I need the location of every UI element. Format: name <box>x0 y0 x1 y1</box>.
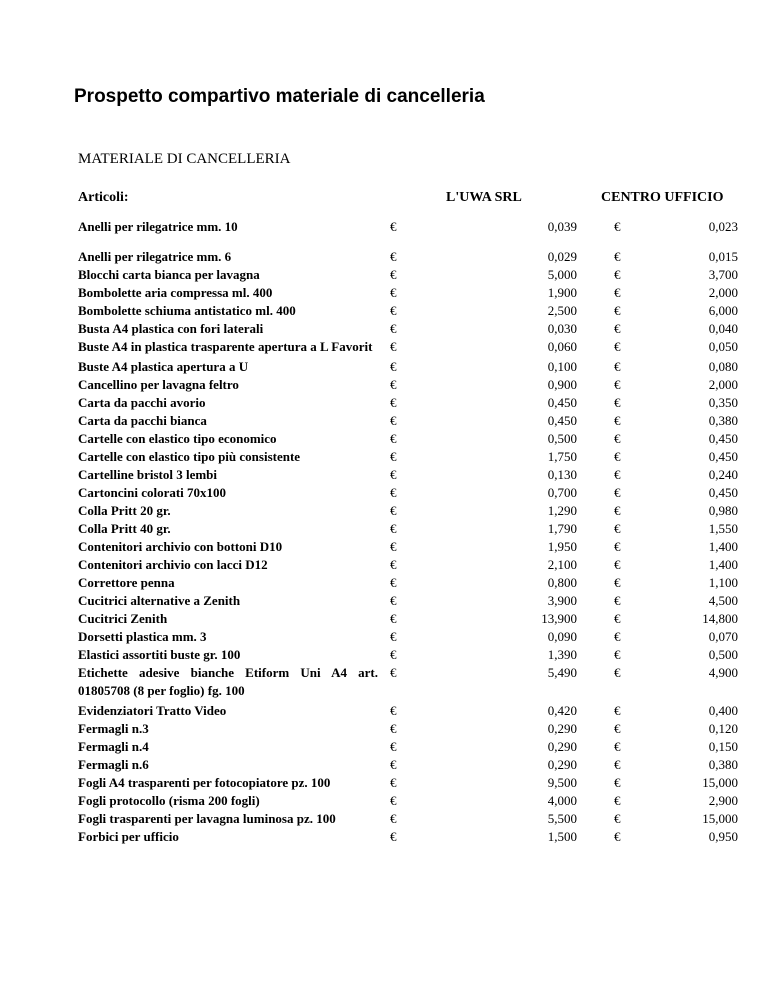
price-uwa: 0,130 <box>547 467 577 482</box>
currency-symbol-centro: € <box>614 413 621 428</box>
currency-symbol-uwa: € <box>390 431 397 446</box>
price-centro: 0,450 <box>708 431 738 446</box>
item-name: Cartelle con elastico tipo più consistente <box>78 449 301 464</box>
currency-symbol-uwa: € <box>390 539 397 554</box>
currency-symbol-centro: € <box>614 219 621 234</box>
table-row <box>78 664 738 700</box>
currency-symbol-centro: € <box>614 611 621 626</box>
price-uwa: 0,060 <box>547 339 577 354</box>
price-uwa: 4,000 <box>547 793 577 808</box>
currency-symbol-uwa: € <box>390 285 397 300</box>
currency-symbol-centro: € <box>614 503 621 518</box>
price-uwa: 0,700 <box>547 485 577 500</box>
item-name: Anelli per rilegatrice mm. 6 <box>78 249 232 264</box>
table-row <box>78 592 738 610</box>
price-centro: 15,000 <box>702 811 738 826</box>
currency-symbol-centro: € <box>614 395 621 410</box>
item-name: Buste A4 in plastica trasparente apertura a L Favorit <box>78 339 373 354</box>
price-uwa: 0,039 <box>547 219 577 234</box>
item-name: Forbici per ufficio <box>78 829 179 844</box>
price-centro: 2,000 <box>708 285 738 300</box>
currency-symbol-centro: € <box>614 321 621 336</box>
currency-symbol-centro: € <box>614 521 621 536</box>
table-row <box>78 520 738 538</box>
table-row <box>78 792 738 810</box>
price-centro: 0,380 <box>708 413 738 428</box>
currency-symbol-centro: € <box>614 575 621 590</box>
currency-symbol-centro: € <box>614 721 621 736</box>
table-row <box>78 338 738 356</box>
table-row <box>78 774 738 792</box>
price-centro: 0,950 <box>708 829 738 844</box>
currency-symbol-uwa: € <box>390 267 397 282</box>
table-row <box>78 248 738 266</box>
table-row <box>78 394 738 412</box>
item-name: Fermagli n.3 <box>78 721 149 736</box>
price-centro: 2,900 <box>708 793 738 808</box>
currency-symbol-uwa: € <box>390 219 397 234</box>
price-uwa: 0,100 <box>547 359 577 374</box>
price-uwa: 0,500 <box>547 431 577 446</box>
item-name: Cucitrici Zenith <box>78 611 168 626</box>
currency-symbol-uwa: € <box>390 575 397 590</box>
price-uwa: 0,030 <box>547 321 577 336</box>
currency-symbol-centro: € <box>614 703 621 718</box>
price-uwa: 1,290 <box>547 503 577 518</box>
currency-symbol-uwa: € <box>390 593 397 608</box>
table-row <box>78 358 738 376</box>
currency-symbol-uwa: € <box>390 721 397 736</box>
item-name: Buste A4 plastica apertura a U <box>78 359 249 374</box>
price-centro: 0,350 <box>708 395 738 410</box>
price-table <box>78 218 738 846</box>
price-centro: 6,000 <box>708 303 738 318</box>
currency-symbol-centro: € <box>614 339 621 354</box>
item-name: Fermagli n.4 <box>78 739 149 754</box>
item-name: Anelli per rilegatrice mm. 10 <box>78 219 238 234</box>
currency-symbol-centro: € <box>614 593 621 608</box>
price-centro: 0,080 <box>708 359 738 374</box>
price-uwa: 1,390 <box>547 647 577 662</box>
price-uwa: 3,900 <box>547 593 577 608</box>
price-centro: 1,100 <box>708 575 738 590</box>
price-uwa: 0,450 <box>547 413 577 428</box>
currency-symbol-centro: € <box>614 629 621 644</box>
item-name: Contenitori archivio con lacci D12 <box>78 557 268 572</box>
table-row <box>78 448 738 466</box>
item-name: Busta A4 plastica con fori laterali <box>78 321 264 336</box>
currency-symbol-uwa: € <box>390 757 397 772</box>
currency-symbol-uwa: € <box>390 413 397 428</box>
price-uwa: 1,500 <box>547 829 577 844</box>
table-row <box>78 484 738 502</box>
currency-symbol-uwa: € <box>390 249 397 264</box>
item-name: Cancellino per lavagna feltro <box>78 377 239 392</box>
item-name: Fogli A4 trasparenti per fotocopiatore pz. 100 <box>78 775 331 790</box>
table-row <box>78 302 738 320</box>
table-row <box>78 320 738 338</box>
item-name: Colla Pritt 20 gr. <box>78 503 171 518</box>
currency-symbol-centro: € <box>614 647 621 662</box>
currency-symbol-centro: € <box>614 811 621 826</box>
currency-symbol-centro: € <box>614 793 621 808</box>
price-centro: 0,240 <box>708 467 738 482</box>
table-row <box>78 538 738 556</box>
column-header-articoli: Articoli: <box>78 190 129 205</box>
item-name: Carta da pacchi avorio <box>78 395 206 410</box>
table-row <box>78 466 738 484</box>
price-uwa: 1,900 <box>547 285 577 300</box>
price-uwa: 1,750 <box>547 449 577 464</box>
price-centro: 0,450 <box>708 449 738 464</box>
item-name: Colla Pritt 40 gr. <box>78 521 171 536</box>
table-row <box>78 376 738 394</box>
price-uwa: 2,500 <box>547 303 577 318</box>
item-name: Dorsetti plastica mm. 3 <box>78 629 207 644</box>
item-name: Fogli protocollo (risma 200 fogli) <box>78 793 260 808</box>
currency-symbol-uwa: € <box>390 557 397 572</box>
section-subtitle: MATERIALE DI CANCELLERIA <box>78 151 291 167</box>
price-centro: 0,980 <box>708 503 738 518</box>
price-uwa: 0,029 <box>547 249 577 264</box>
price-centro: 4,900 <box>708 665 738 680</box>
currency-symbol-centro: € <box>614 757 621 772</box>
table-row <box>78 412 738 430</box>
table-row <box>78 738 738 756</box>
price-centro: 0,040 <box>708 321 738 336</box>
table-row <box>78 218 738 236</box>
currency-symbol-uwa: € <box>390 703 397 718</box>
price-centro: 1,550 <box>708 521 738 536</box>
currency-symbol-centro: € <box>614 285 621 300</box>
price-uwa: 0,290 <box>547 757 577 772</box>
currency-symbol-centro: € <box>614 249 621 264</box>
item-name: Correttore penna <box>78 575 175 590</box>
item-name: Blocchi carta bianca per lavagna <box>78 267 260 282</box>
price-uwa: 0,290 <box>547 721 577 736</box>
price-uwa: 5,000 <box>547 267 577 282</box>
currency-symbol-uwa: € <box>390 829 397 844</box>
price-uwa: 0,090 <box>547 629 577 644</box>
currency-symbol-centro: € <box>614 377 621 392</box>
item-name: Carta da pacchi bianca <box>78 413 207 428</box>
currency-symbol-uwa: € <box>390 629 397 644</box>
item-name: Cartelline bristol 3 lembi <box>78 467 218 482</box>
table-row <box>78 266 738 284</box>
table-row <box>78 284 738 302</box>
column-header-centro: CENTRO UFFICIO <box>601 190 724 205</box>
currency-symbol-centro: € <box>614 665 621 680</box>
table-row <box>78 756 738 774</box>
currency-symbol-centro: € <box>614 359 621 374</box>
price-uwa: 1,790 <box>547 521 577 536</box>
currency-symbol-uwa: € <box>390 303 397 318</box>
currency-symbol-uwa: € <box>390 467 397 482</box>
price-centro: 0,070 <box>708 629 738 644</box>
currency-symbol-centro: € <box>614 557 621 572</box>
currency-symbol-uwa: € <box>390 339 397 354</box>
currency-symbol-uwa: € <box>390 377 397 392</box>
item-name: Cartoncini colorati 70x100 <box>78 485 227 500</box>
currency-symbol-uwa: € <box>390 811 397 826</box>
currency-symbol-uwa: € <box>390 395 397 410</box>
currency-symbol-uwa: € <box>390 485 397 500</box>
table-row <box>78 628 738 646</box>
price-uwa: 0,800 <box>547 575 577 590</box>
price-centro: 0,015 <box>708 249 738 264</box>
price-uwa: 9,500 <box>547 775 577 790</box>
currency-symbol-uwa: € <box>390 611 397 626</box>
price-centro: 14,800 <box>702 611 738 626</box>
price-uwa: 13,900 <box>541 611 577 626</box>
currency-symbol-uwa: € <box>390 793 397 808</box>
item-name: Contenitori archivio con bottoni D10 <box>78 539 283 554</box>
currency-symbol-uwa: € <box>390 665 397 680</box>
price-centro: 4,500 <box>708 593 738 608</box>
price-centro: 3,700 <box>708 267 738 282</box>
price-centro: 0,150 <box>708 739 738 754</box>
price-centro: 0,450 <box>708 485 738 500</box>
item-name: Elastici assortiti buste gr. 100 <box>78 647 241 662</box>
currency-symbol-centro: € <box>614 267 621 282</box>
column-header-uwa: L'UWA SRL <box>446 190 522 205</box>
currency-symbol-uwa: € <box>390 647 397 662</box>
price-centro: 0,050 <box>708 339 738 354</box>
currency-symbol-centro: € <box>614 775 621 790</box>
table-row <box>78 810 738 828</box>
price-uwa: 1,950 <box>547 539 577 554</box>
price-centro: 1,400 <box>708 539 738 554</box>
price-uwa: 5,490 <box>547 665 577 680</box>
price-uwa: 2,100 <box>547 557 577 572</box>
table-row <box>78 574 738 592</box>
price-uwa: 0,420 <box>547 703 577 718</box>
currency-symbol-uwa: € <box>390 321 397 336</box>
price-centro: 1,400 <box>708 557 738 572</box>
currency-symbol-uwa: € <box>390 775 397 790</box>
price-centro: 0,023 <box>708 219 738 234</box>
item-name: Cartelle con elastico tipo economico <box>78 431 277 446</box>
currency-symbol-centro: € <box>614 829 621 844</box>
price-centro: 2,000 <box>708 377 738 392</box>
currency-symbol-centro: € <box>614 303 621 318</box>
item-name: Etichette adesive bianche Etiform Uni A4 art. 01805708 (8 per foglio) fg. 100 <box>78 665 378 698</box>
price-centro: 0,400 <box>708 703 738 718</box>
price-uwa: 0,450 <box>547 395 577 410</box>
item-name: Fogli trasparenti per lavagna luminosa pz. 100 <box>78 811 336 826</box>
price-uwa: 0,290 <box>547 739 577 754</box>
currency-symbol-uwa: € <box>390 503 397 518</box>
price-centro: 0,380 <box>708 757 738 772</box>
item-name: Bombolette schiuma antistatico ml. 400 <box>78 303 296 318</box>
table-row <box>78 556 738 574</box>
price-uwa: 0,900 <box>547 377 577 392</box>
currency-symbol-centro: € <box>614 467 621 482</box>
currency-symbol-centro: € <box>614 485 621 500</box>
table-row <box>78 610 738 628</box>
currency-symbol-centro: € <box>614 539 621 554</box>
table-row <box>78 430 738 448</box>
item-name: Fermagli n.6 <box>78 757 149 772</box>
currency-symbol-uwa: € <box>390 449 397 464</box>
item-name: Evidenziatori Tratto Video <box>78 703 227 718</box>
table-row <box>78 720 738 738</box>
page-title: Prospetto compartivo materiale di cancelleria <box>74 86 485 107</box>
currency-symbol-uwa: € <box>390 521 397 536</box>
currency-symbol-uwa: € <box>390 359 397 374</box>
price-centro: 15,000 <box>702 775 738 790</box>
table-row <box>78 646 738 664</box>
table-row <box>78 502 738 520</box>
price-centro: 0,500 <box>708 647 738 662</box>
currency-symbol-centro: € <box>614 739 621 754</box>
currency-symbol-centro: € <box>614 431 621 446</box>
item-name: Bombolette aria compressa ml. 400 <box>78 285 273 300</box>
currency-symbol-uwa: € <box>390 739 397 754</box>
item-name: Cucitrici alternative a Zenith <box>78 593 241 608</box>
currency-symbol-centro: € <box>614 449 621 464</box>
table-row <box>78 702 738 720</box>
table-row <box>78 828 738 846</box>
price-uwa: 5,500 <box>547 811 577 826</box>
price-centro: 0,120 <box>708 721 738 736</box>
